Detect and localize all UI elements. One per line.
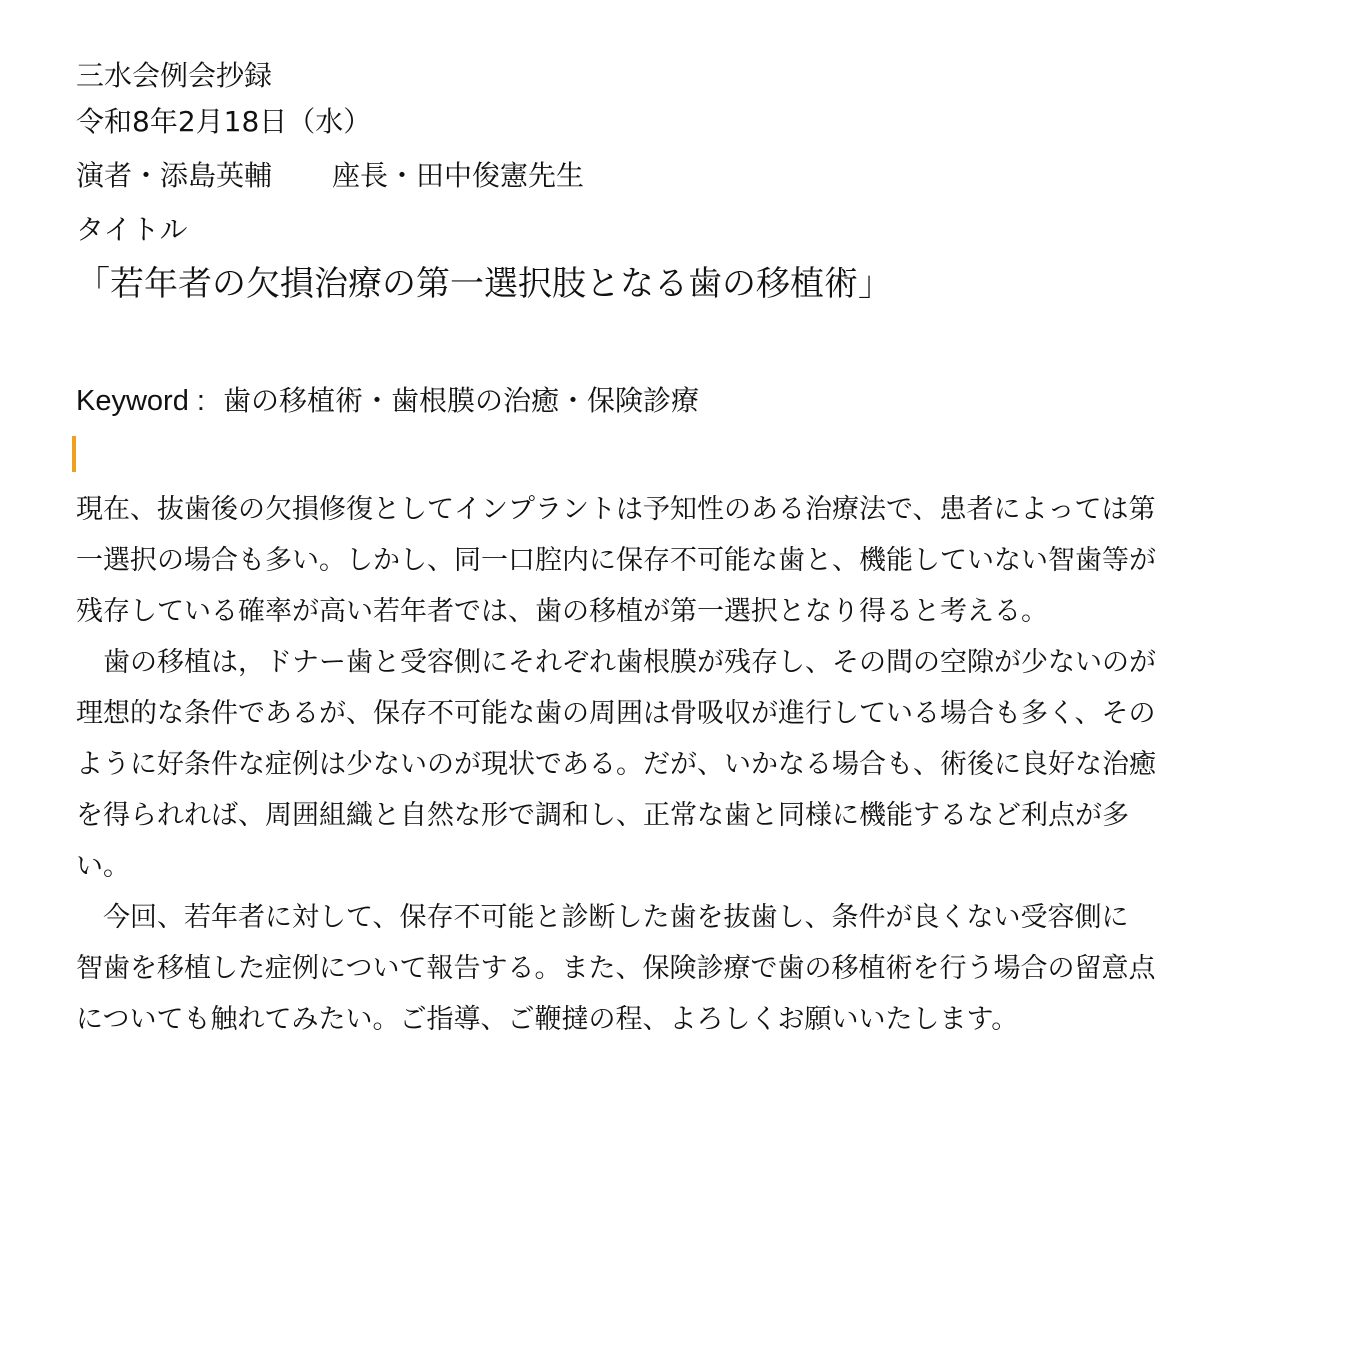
- keyword-label: Keyword :: [76, 385, 205, 417]
- body-line: 一選択の場合も多い。しかし、同一口腔内に保存不可能な歯と、機能していない智歯等が: [76, 545, 1156, 576]
- abstract-document: [76, 54, 1298, 1045]
- speaker-name: 演者・添島英輔: [76, 159, 273, 192]
- society-name: 三水会例会抄録: [76, 59, 273, 92]
- title-label: タイトル: [76, 213, 188, 246]
- chair-name: 座長・田中俊憲先生: [332, 159, 585, 192]
- body-line: 歯の移植は，ドナー歯と受容側にそれぞれ歯根膜が残存し、その間の空隙が少ないのが: [76, 647, 1156, 678]
- body-line: 智歯を移植した症例について報告する。また、保険診療で歯の移植術を行う場合の留意点: [76, 953, 1156, 984]
- abstract-body[interactable]: [76, 484, 1298, 1045]
- body-line: を得られれば、周囲組織と自然な形で調和し、正常な歯と同様に機能するなど利点が多: [76, 800, 1129, 831]
- keyword-line: [76, 378, 1298, 424]
- speaker-line: [76, 154, 1298, 208]
- body-line: 残存している確率が高い若年者では、歯の移植が第一選択となり得ると考える。: [76, 596, 1048, 627]
- body-line: 理想的な条件であるが、保存不可能な歯の周囲は骨吸収が進行している場合も多く、その: [76, 698, 1156, 729]
- body-line: い。: [76, 851, 130, 882]
- body-line: 今回、若年者に対して、保存不可能と診断した歯を抜歯し、条件が良くない受容側に: [76, 902, 1129, 933]
- body-line: 現在、抜歯後の欠損修復としてインプラントは予知性のある治療法で、患者によっては第: [76, 494, 1156, 525]
- presentation-title: 「若年者の欠損治療の第一選択肢となる歯の移植術」: [76, 264, 892, 304]
- text-cursor[interactable]: [72, 436, 76, 472]
- meeting-date: 令和8年2月18日（水）: [76, 105, 372, 138]
- body-line: についても触れてみたい。ご指導、ご鞭撻の程、よろしくお願いいたします。: [76, 1004, 1019, 1035]
- body-line: ように好条件な症例は少ないのが現状である。だが、いかなる場合も、術後に良好な治癒: [76, 749, 1156, 780]
- keyword-value: 歯の移植術・歯根膜の治癒・保険診療: [222, 384, 699, 417]
